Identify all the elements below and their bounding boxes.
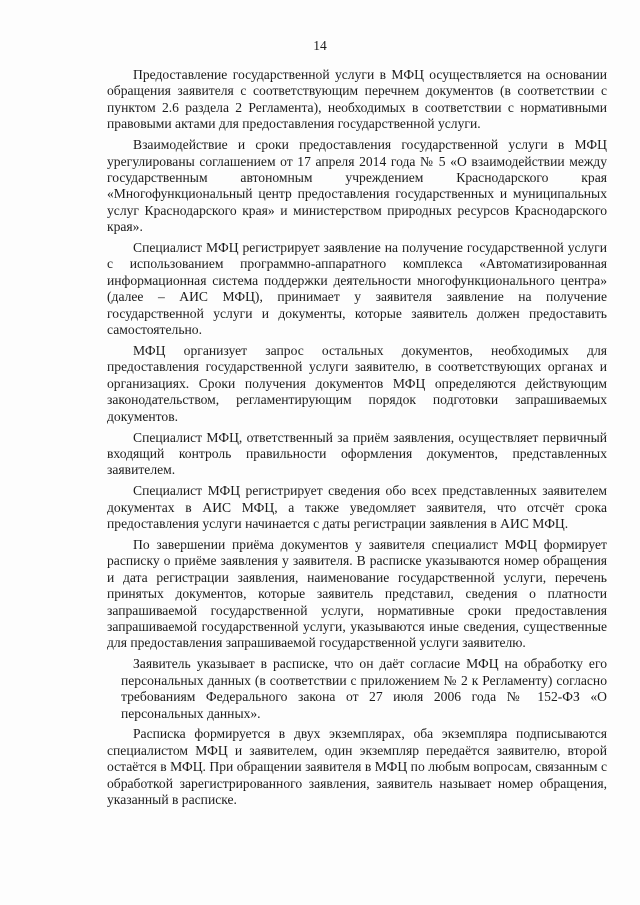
paragraph-receipt-content: По завершении приёма документов у заявителя специалист МФЦ формирует расписку о приёме заявления у заявителя. В расписке указываются номер обращения и дата регистрации заявления, наименование государственной услуги, перечень принятых документов, которые заявитель представил, сведения о платности запрашиваемой государственной услуги, нормативные сроки предоставления запрашиваемой государственной услуги, указываются иные сведения, существенные для предоставления запрашиваемой государственной услуги заявителю. [107, 536, 607, 651]
page-number: 14 [313, 38, 327, 53]
paragraph-document-request: МФЦ организует запрос остальных документов, необходимых для предоставления государственной услуги заявителю, в соответствующих органах и организациях. Сроки получения документов МФЦ определяются действующим законодательством, регламентирующим порядок подготовки запрашиваемых документов. [107, 343, 607, 424]
paragraph-interaction-agreement: Взаимодействие и сроки предоставления государственной услуги в МФЦ урегулированы соглашением от 17 апреля 2014 года № 5 «О взаимодействии между государственным автономным учреждением Краснодарского края «Многофункциональный центр предоставления государственных и муниципальных услуг Краснодарского края» и министерством природных ресурсов Краснодарского края». [107, 137, 607, 235]
document-body [107, 67, 607, 813]
paragraph-personal-data-consent: Заявитель указывает в расписке, что он даёт согласие МФЦ на обработку его персональных данных (в соответствии с приложением № 2 к Регламенту) согласно требованиям Федерального закона от 27 июля 2006 года № 152-ФЗ «О персональных данных». [121, 656, 607, 721]
paragraph-receipt-copies: Расписка формируется в двух экземплярах, оба экземпляра подписываются специалистом МФЦ и заявителем, один экземпляр передаётся заявителю, второй остаётся в МФЦ. При обращении заявителя в МФЦ по любым вопросам, связанным с обработкой зарегистрированного заявления, заявитель называет номер обращения, указанный в расписке. [107, 726, 607, 808]
paragraph-registration-ais: Специалист МФЦ регистрирует заявление на получение государственной услуги с использованием программно-аппаратного комплекса «Автоматизированная информационная система поддержки деятельности многофункционального центра» (далее – АИС МФЦ), принимает у заявителя заявление на получение государственной услуги и документы, которые заявитель должен предоставить самостоятельно. [107, 240, 607, 338]
paragraph-registration-notice: Специалист МФЦ регистрирует сведения обо всех представленных заявителем документах в АИС МФЦ, а также уведомляет заявителя, что отсчёт срока предоставления услуги начинается с даты регистрации заявления в АИС МФЦ. [107, 483, 607, 532]
paragraph-mfc-basis: Предоставление государственной услуги в МФЦ осуществляется на основании обращения заявителя с соответствующим перечнем документов (в соответствии с пунктом 2.6 раздела 2 Регламента), необходимых в соответствии с нормативными правовыми актами для предоставления государственной услуги. [107, 67, 607, 132]
paragraph-input-control: Специалист МФЦ, ответственный за приём заявления, осуществляет первичный входящий контроль правильности оформления документов, представленных заявителем. [107, 429, 607, 478]
